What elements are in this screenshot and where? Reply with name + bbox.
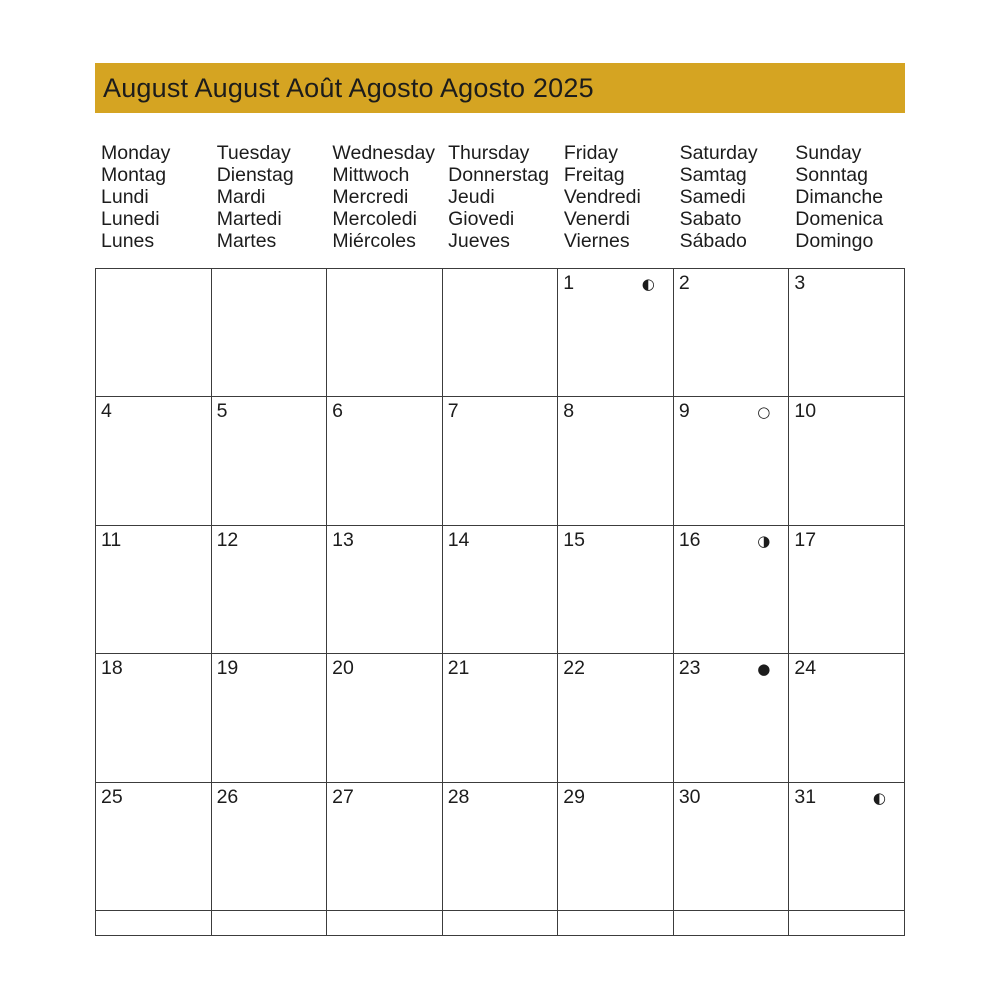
day-number: 23 bbox=[678, 657, 701, 680]
weekday-label: Thursday bbox=[448, 142, 530, 164]
weekday-label: Monday bbox=[101, 142, 171, 164]
weekday-label: Samtag bbox=[679, 164, 747, 186]
calendar-day-cell bbox=[442, 654, 558, 782]
weekday-label: Venerdi bbox=[563, 208, 630, 230]
calendar-empty-cell bbox=[442, 269, 558, 397]
calendar-empty-cell bbox=[327, 269, 443, 397]
day-number: 27 bbox=[332, 785, 354, 808]
calendar-empty-cell bbox=[673, 911, 789, 936]
day-number: 1 bbox=[563, 272, 575, 294]
weekday-label: Domingo bbox=[795, 230, 874, 252]
calendar-day-cell bbox=[789, 654, 905, 782]
weekday-label: Montag bbox=[101, 164, 167, 186]
calendar-day-cell bbox=[327, 654, 443, 782]
calendar-day-cell bbox=[96, 782, 212, 910]
calendar-week-row bbox=[96, 782, 905, 910]
day-number: 28 bbox=[447, 785, 470, 808]
weekday-label: Donnerstag bbox=[448, 164, 549, 186]
weekday-label: Martes bbox=[216, 230, 277, 252]
day-number: 3 bbox=[794, 272, 806, 294]
weekday-column bbox=[95, 142, 211, 252]
weekday-column bbox=[674, 142, 790, 252]
day-number: 5 bbox=[216, 400, 228, 423]
day-number: 15 bbox=[563, 528, 585, 551]
weekday-label: Lunedi bbox=[101, 208, 160, 230]
weekday-label: Sonntag bbox=[795, 164, 868, 186]
calendar-day-cell bbox=[442, 782, 558, 910]
weekday-label: Wednesday bbox=[332, 142, 436, 164]
weekday-label: Saturday bbox=[679, 142, 758, 164]
weekday-label: Miércoles bbox=[332, 230, 416, 252]
weekday-label: Freitag bbox=[563, 164, 625, 186]
weekday-label: Friday bbox=[563, 142, 619, 164]
day-number: 19 bbox=[216, 657, 239, 680]
calendar-day-cell bbox=[96, 397, 212, 525]
calendar-day-cell bbox=[327, 525, 443, 653]
calendar-grid-body bbox=[96, 269, 905, 936]
calendar-day-cell bbox=[789, 269, 905, 397]
day-number: 17 bbox=[794, 528, 817, 551]
last-quarter-moon-icon: ◑ bbox=[757, 531, 771, 550]
calendar-day-cell bbox=[673, 654, 789, 782]
weekday-column bbox=[442, 142, 558, 252]
calendar-empty-cell bbox=[789, 911, 905, 936]
weekday-label: Domenica bbox=[795, 208, 884, 230]
calendar-day-cell bbox=[327, 397, 443, 525]
weekday-label: Dimanche bbox=[795, 186, 884, 208]
day-number: 31 bbox=[794, 785, 817, 808]
day-number: 18 bbox=[101, 657, 123, 680]
calendar-day-cell bbox=[558, 397, 674, 525]
calendar-day-cell bbox=[673, 525, 789, 653]
calendar-day-cell bbox=[673, 397, 789, 525]
weekday-label: Vendredi bbox=[563, 186, 641, 208]
day-number: 7 bbox=[447, 400, 459, 423]
day-number: 6 bbox=[332, 400, 343, 423]
weekday-column bbox=[558, 142, 674, 252]
weekday-column bbox=[326, 142, 442, 252]
weekday-column bbox=[789, 142, 905, 252]
weekday-label: Sabato bbox=[679, 208, 742, 230]
calendar-empty-cell bbox=[442, 911, 558, 936]
day-number: 10 bbox=[794, 400, 817, 423]
new-moon-icon: ● bbox=[757, 660, 771, 679]
weekday-label: Martedi bbox=[216, 208, 282, 230]
day-number: 24 bbox=[794, 657, 817, 680]
calendar-week-row bbox=[96, 397, 905, 525]
calendar-day-cell bbox=[96, 654, 212, 782]
calendar-week-row bbox=[96, 525, 905, 653]
calendar-day-cell bbox=[789, 782, 905, 910]
weekday-label: Viernes bbox=[563, 230, 630, 252]
weekday-label: Sábado bbox=[679, 230, 747, 252]
month-title-bar bbox=[95, 63, 905, 113]
weekday-label: Mittwoch bbox=[332, 164, 410, 186]
day-number: 9 bbox=[678, 400, 690, 423]
calendar-day-cell bbox=[789, 525, 905, 653]
weekday-label: Mercredi bbox=[332, 186, 409, 208]
weekday-label: Samedi bbox=[679, 186, 746, 208]
calendar-day-cell bbox=[211, 525, 327, 653]
full-moon-icon: ○ bbox=[757, 403, 771, 422]
first-quarter-moon-icon: ◐ bbox=[641, 275, 655, 293]
day-number: 29 bbox=[563, 785, 585, 808]
weekday-label: Jueves bbox=[448, 230, 510, 252]
day-number: 12 bbox=[216, 528, 239, 551]
calendar-day-cell bbox=[673, 782, 789, 910]
calendar-day-cell bbox=[558, 654, 674, 782]
weekday-label: Jeudi bbox=[448, 186, 495, 208]
calendar-empty-cell bbox=[558, 911, 674, 936]
calendar-week-row bbox=[96, 911, 905, 936]
day-number: 22 bbox=[563, 657, 585, 680]
calendar-empty-cell bbox=[327, 911, 443, 936]
calendar-day-cell bbox=[789, 397, 905, 525]
day-number: 13 bbox=[332, 528, 354, 551]
day-number: 20 bbox=[332, 657, 354, 680]
calendar-empty-cell bbox=[211, 911, 327, 936]
calendar-empty-cell bbox=[96, 269, 212, 397]
weekday-label: Lundi bbox=[101, 186, 149, 208]
calendar-day-cell bbox=[558, 782, 674, 910]
calendar-week-row bbox=[96, 269, 905, 397]
weekday-label: Mercoledi bbox=[332, 208, 417, 230]
calendar-empty-cell bbox=[211, 269, 327, 397]
weekday-label: Lunes bbox=[101, 230, 155, 252]
day-number: 8 bbox=[563, 400, 575, 423]
day-number: 26 bbox=[216, 785, 239, 808]
calendar-day-cell bbox=[327, 782, 443, 910]
weekday-column bbox=[211, 142, 327, 252]
day-number: 25 bbox=[101, 785, 123, 808]
weekday-label: Giovedi bbox=[448, 208, 515, 230]
weekday-label: Dienstag bbox=[216, 164, 294, 186]
calendar-day-cell bbox=[442, 397, 558, 525]
calendar-day-cell bbox=[558, 525, 674, 653]
calendar-grid bbox=[95, 268, 905, 936]
calendar-day-cell bbox=[96, 525, 212, 653]
day-number: 16 bbox=[678, 528, 701, 551]
day-number: 11 bbox=[101, 528, 122, 551]
weekday-header-row bbox=[95, 142, 905, 252]
calendar-empty-cell bbox=[96, 911, 212, 936]
weekday-label: Mardi bbox=[216, 186, 266, 208]
calendar-day-cell bbox=[558, 269, 674, 397]
day-number: 30 bbox=[678, 785, 701, 808]
calendar-day-cell bbox=[211, 397, 327, 525]
calendar-day-cell bbox=[211, 782, 327, 910]
day-number: 4 bbox=[101, 400, 112, 423]
calendar-day-cell bbox=[673, 269, 789, 397]
day-number: 14 bbox=[447, 528, 470, 551]
calendar-week-row bbox=[96, 654, 905, 782]
first-quarter-moon-icon: ◐ bbox=[872, 788, 886, 807]
day-number: 2 bbox=[678, 272, 690, 294]
weekday-label: Tuesday bbox=[216, 142, 291, 164]
calendar-day-cell bbox=[442, 525, 558, 653]
month-title: August August Août Agosto Agosto 2025 bbox=[103, 72, 594, 103]
day-number: 21 bbox=[447, 657, 470, 680]
weekday-label: Sunday bbox=[795, 142, 862, 164]
calendar-day-cell bbox=[211, 654, 327, 782]
